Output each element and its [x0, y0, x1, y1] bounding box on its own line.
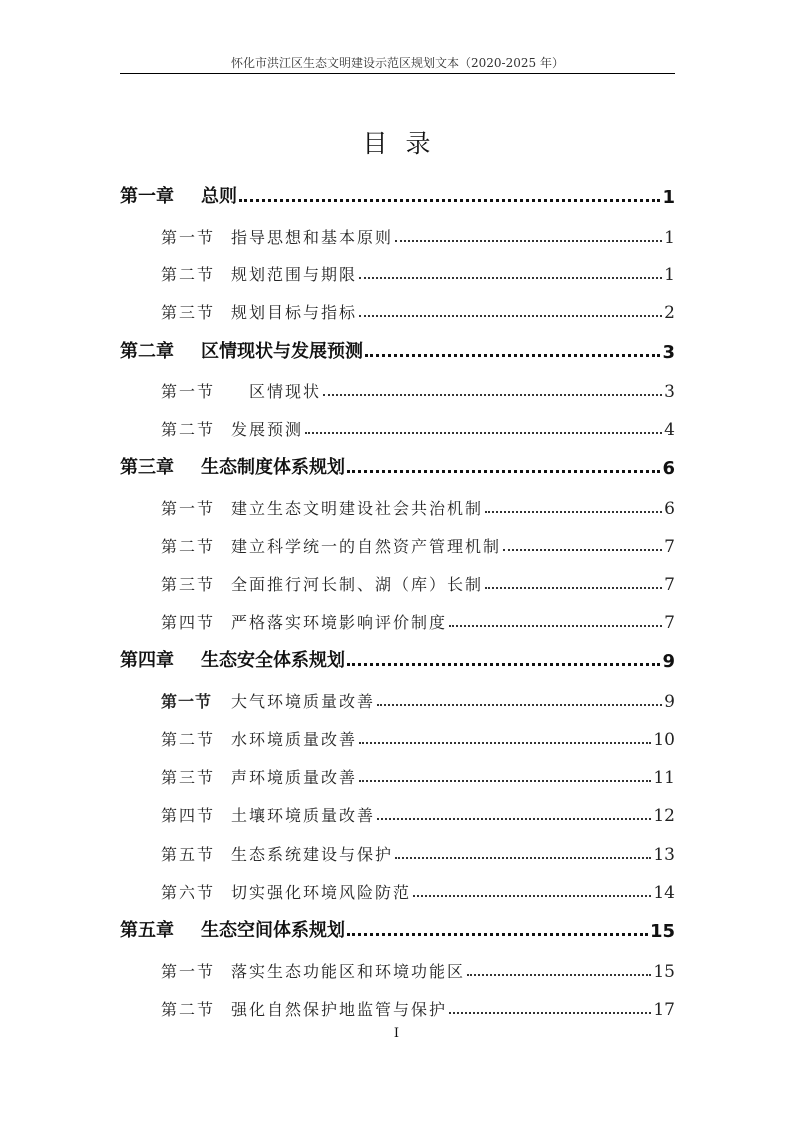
- dot-leader: [359, 277, 662, 279]
- toc-section-number: 第四节: [161, 613, 216, 632]
- toc-chapter-number: 第五章: [120, 920, 174, 941]
- dot-leader: [359, 780, 651, 782]
- toc-section-number: 第一节: [161, 692, 213, 711]
- dot-leader: [359, 315, 662, 317]
- dot-leader: [347, 470, 660, 473]
- dot-leader: [449, 625, 662, 627]
- toc-section-number: 第二节: [161, 730, 216, 749]
- toc-page-number: 7: [664, 613, 675, 633]
- toc-section-number: 第六节: [161, 883, 216, 902]
- toc-section-number: 第一节: [161, 499, 216, 518]
- toc-chapter-number: 第四章: [120, 650, 174, 671]
- toc-page-number: 1: [664, 228, 675, 248]
- toc-page-number: 15: [649, 921, 675, 942]
- toc-page-number: 6: [662, 458, 675, 479]
- toc-section[interactable]: [120, 682, 675, 712]
- toc-section-number: 第二节: [161, 265, 216, 284]
- toc-section-number: 第一节: [161, 382, 216, 401]
- toc-chapter[interactable]: [120, 178, 675, 208]
- toc-section-title: 全面推行河长制、湖（库）长制: [231, 575, 484, 594]
- toc-page-number: 9: [662, 651, 675, 672]
- toc-section-number: 第二节: [161, 1000, 216, 1019]
- toc-section-number: 第三节: [161, 303, 216, 322]
- toc-section[interactable]: [120, 489, 675, 519]
- dot-leader: [467, 974, 651, 976]
- toc-page-number: 10: [653, 730, 675, 750]
- toc-page-number: 14: [653, 883, 675, 903]
- dot-leader: [377, 818, 651, 820]
- dot-leader: [485, 511, 662, 513]
- page-title: 目录: [362, 129, 449, 158]
- toc-section-number: 第一节: [161, 228, 216, 247]
- toc-section[interactable]: [120, 255, 675, 285]
- dot-leader: [485, 587, 662, 589]
- header-divider: [120, 73, 675, 74]
- toc-page-number: 11: [653, 768, 675, 788]
- toc-section-title: 土壤环境质量改善: [231, 806, 376, 825]
- toc-page-number: 15: [653, 962, 675, 982]
- toc-section-title: 建立生态文明建设社会共治机制: [231, 499, 484, 518]
- toc-section-number: 第三节: [161, 575, 216, 594]
- toc-page-number: 2: [664, 303, 675, 323]
- toc-section-title: 严格落实环境影响评价制度: [231, 613, 448, 632]
- dot-leader: [347, 663, 660, 666]
- toc-section[interactable]: [120, 218, 675, 248]
- toc-section[interactable]: [120, 527, 675, 557]
- dot-leader: [413, 895, 651, 897]
- dot-leader: [365, 354, 660, 357]
- dot-leader: [377, 704, 662, 706]
- toc-section-title: 大气环境质量改善: [231, 692, 376, 711]
- toc-section[interactable]: [120, 873, 675, 903]
- toc-page-number: 1: [664, 265, 675, 285]
- toc-section[interactable]: [120, 293, 675, 323]
- running-header: 怀化市洪江区生态文明建设示范区规划文本（2020-2025 年）: [231, 56, 564, 70]
- dot-leader: [395, 240, 662, 242]
- page-number-footer: I: [393, 1026, 400, 1041]
- dot-leader: [323, 394, 662, 396]
- toc-chapter-number: 第二章: [120, 341, 174, 362]
- toc-section[interactable]: [120, 565, 675, 595]
- toc-section-title: 区情现状: [249, 382, 322, 401]
- toc-section-title: 生态系统建设与保护: [231, 845, 394, 864]
- dot-leader: [503, 549, 662, 551]
- toc-section-title: 规划目标与指标: [231, 303, 358, 322]
- toc-section-title: 落实生态功能区和环境功能区: [231, 962, 466, 981]
- toc-page-number: 7: [664, 575, 675, 595]
- toc-chapter-title: 生态安全体系规划: [201, 650, 345, 671]
- toc-chapter[interactable]: [120, 642, 675, 672]
- toc-page-number: 9: [664, 692, 675, 712]
- toc-section-number: 第四节: [161, 806, 216, 825]
- toc-section-title: 水环境质量改善: [231, 730, 358, 749]
- dot-leader: [305, 432, 662, 434]
- toc-section-number: 第三节: [161, 768, 216, 787]
- toc-section[interactable]: [120, 372, 675, 402]
- toc-chapter[interactable]: [120, 912, 675, 942]
- toc-page-number: 3: [662, 342, 675, 363]
- dot-leader: [359, 742, 651, 744]
- dot-leader: [449, 1012, 651, 1014]
- toc-section[interactable]: [120, 720, 675, 750]
- dot-leader: [239, 199, 660, 202]
- toc-section-title: 建立科学统一的自然资产管理机制: [231, 537, 502, 556]
- toc-section-number: 第五节: [161, 845, 216, 864]
- toc-section-number: 第二节: [161, 537, 216, 556]
- toc-page-number: 12: [653, 806, 675, 826]
- toc-section-number: 第二节: [161, 420, 216, 439]
- toc-section[interactable]: [120, 796, 675, 826]
- toc-section-number: 第一节: [161, 962, 216, 981]
- toc-section-title: 规划范围与期限: [231, 265, 358, 284]
- toc-section-title: 切实强化环境风险防范: [231, 883, 412, 902]
- toc-section[interactable]: [120, 603, 675, 633]
- toc-section-title: 发展预测: [231, 420, 304, 439]
- toc-chapter-title: 生态空间体系规划: [201, 920, 345, 941]
- toc-page-number: 7: [664, 537, 675, 557]
- toc-chapter-title: 总则: [201, 186, 237, 207]
- dot-leader: [395, 857, 651, 859]
- toc-page-number: 17: [653, 1000, 675, 1020]
- toc-page-number: 13: [653, 845, 675, 865]
- toc-chapter[interactable]: [120, 449, 675, 479]
- toc-section[interactable]: [120, 835, 675, 865]
- toc-section-title: 声环境质量改善: [231, 768, 358, 787]
- toc-section[interactable]: [120, 952, 675, 982]
- toc-chapter-title: 生态制度体系规划: [201, 457, 345, 478]
- toc-page-number: 1: [662, 187, 675, 208]
- toc-page-number: 4: [664, 420, 675, 440]
- toc-chapter-number: 第一章: [120, 186, 174, 207]
- toc-section-title: 强化自然保护地监管与保护: [231, 1000, 448, 1019]
- toc-section[interactable]: [120, 758, 675, 788]
- toc-section[interactable]: [120, 410, 675, 440]
- toc-chapter-title: 区情现状与发展预测: [201, 341, 363, 362]
- toc-section[interactable]: [120, 990, 675, 1020]
- dot-leader: [347, 933, 648, 936]
- toc-section-title: 指导思想和基本原则: [231, 228, 394, 247]
- toc-chapter[interactable]: [120, 333, 675, 363]
- toc-page-number: 6: [664, 499, 675, 519]
- toc-page-number: 3: [664, 382, 675, 402]
- toc-chapter-number: 第三章: [120, 457, 174, 478]
